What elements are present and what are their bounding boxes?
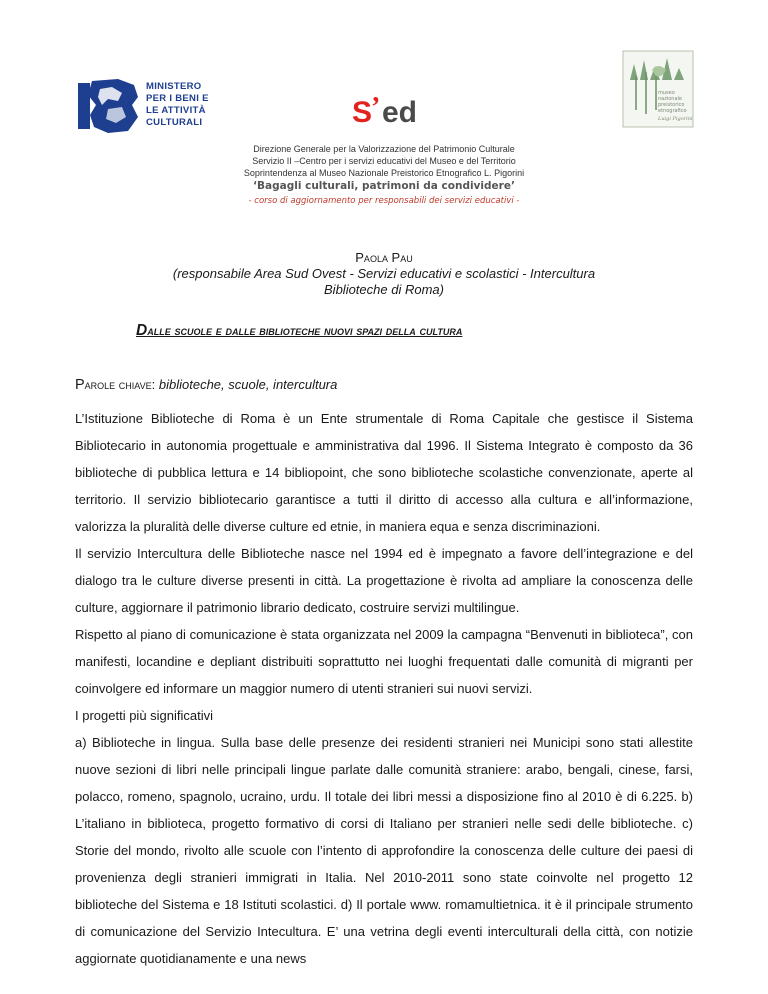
- svg-text:Luigi Pigorini: Luigi Pigorini: [658, 116, 693, 122]
- museo-emblem-icon: [622, 50, 694, 128]
- document-title: [136, 322, 462, 340]
- institution-line: Soprintendenza al Museo Nazionale Preistorico Etnografico L. Pigorini: [243, 168, 525, 178]
- course-subtitle: - corso di aggiornamento per responsabili dei servizi educativi -: [248, 196, 520, 206]
- svg-text:museo: museo: [658, 90, 675, 96]
- svg-text:preistorico: preistorico: [658, 102, 685, 108]
- institution-lines: [0, 143, 768, 179]
- svg-text:nazionale: nazionale: [658, 96, 683, 102]
- institution-line: Servizio II –Centro per i servizi educativi del Museo e del Territorio: [252, 156, 516, 166]
- keywords-label: arole chiave: [84, 377, 152, 392]
- body-text: [75, 405, 693, 972]
- keywords-label-initial: P: [75, 377, 85, 393]
- author-role: (responsabile Area Sud Ovest - Servizi educativi e scolastici - Intercultura: [172, 266, 596, 281]
- mibac-emblem-icon: [78, 75, 144, 137]
- title-rest: alle scuole e dalle biblioteche nuovi spazi della cultura: [147, 323, 463, 338]
- institution-line: Direzione Generale per la Valorizzazione del Patrimonio Culturale: [253, 144, 515, 154]
- author-name: Paola Pau: [355, 250, 413, 265]
- body-paragraph: L’Istituzione Biblioteche di Roma è un Ente strumentale di Roma Capitale che gestisce il Sistema Bibliotecario in autonomia progettuale e amministrativa dal 1996. Il Sistema Integrato è composto da 36 biblioteche di pubblica lettura e 14 bibliopoint, che sono biblioteche scolastiche convenzionate, aperte al territorio. Il servizio bibliotecario garantisce a tutti il diritto di accesso alla cultura e all’informazione, valorizza la pluralità delle diverse culture ed etnie, in maniera equa e senza discriminazioni.: [75, 411, 693, 534]
- sed-logo: S ’ ed: [352, 92, 418, 129]
- museo-pigorini-logo: [622, 50, 694, 128]
- mibac-logo: [78, 75, 213, 137]
- keywords-colon: :: [151, 377, 159, 392]
- keywords-values: biblioteche, scuole, intercultura: [158, 377, 338, 392]
- mibac-text: MINISTERO PER I BENI E LE ATTIVITÀ CULTURALI: [146, 81, 209, 128]
- body-paragraph: Rispetto al piano di comunicazione è stata organizzata nel 2009 la campagna “Benvenuti in biblioteca”, con manifesti, locandine e depliant distribuiti soprattutto nei luoghi frequentati dalle comunità di migranti per coinvolgere ed informare un maggior numero di utenti stranieri sui nuovi servizi.: [75, 627, 693, 696]
- keywords-line: [75, 377, 337, 393]
- author-role-cont: Biblioteche di Roma): [324, 282, 444, 297]
- title-initial: D: [136, 322, 148, 339]
- body-paragraph: I progetti più significativi: [75, 708, 214, 723]
- body-paragraph: Il servizio Intercultura delle Biblioteche nasce nel 1994 ed è impegnato a favore dell’integrazione e del dialogo tra le culture diverse presenti in città. La progettazione è rivolta ad ampliare la conoscenza delle culture, aggiornare il patrimonio librario dedicato, costruire servizi multilingue.: [75, 546, 693, 615]
- body-paragraph: a) Biblioteche in lingua. Sulla base delle presenze dei residenti stranieri nei Municipi sono stati allestite nuove sezioni di libri nelle principali lingue parlate dalle comunità straniere: arabo, bengali, cinese, farsi, polacco, romeno, spagnolo, ucraino, urdu. Il totale dei libri messi a disposizione fino al 2010 è di 6.225. b) L’italiano in biblioteca, progetto formativo di corsi di Italiano per stranieri nelle sedi delle biblioteche. c) Storie del mondo, rivolto alle scuole con l’intento di approfondire la conoscenza delle culture dei paesi di provenienza degli stranieri immigrati in Italia. Nel 2010-2011 sono state coinvolte nel progetto 12 biblioteche del Sistema e 18 Istituti scolastici. d) Il portale www. romamultietnica. it è il principale strumento di comunicazione del Servizio Intecultura. E’ una vetrina degli eventi interculturali della città, con notizie aggiornate quotidianamente e una news: [75, 735, 693, 966]
- author-block: [0, 250, 768, 298]
- svg-text:etnografico: etnografico: [658, 108, 687, 114]
- course-title: ‘Bagagli culturali, patrimoni da condividere’: [253, 180, 515, 192]
